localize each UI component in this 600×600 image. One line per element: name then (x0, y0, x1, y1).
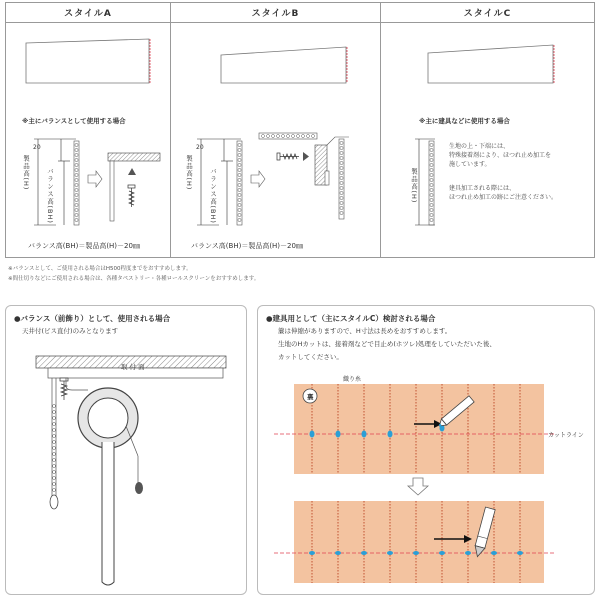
style-comparison-panel (5, 2, 595, 258)
style-b-title: スタイルB (171, 3, 380, 23)
style-c-panel-drawing (423, 25, 563, 85)
style-b-height-label: 製品高(H) (185, 155, 193, 191)
style-a-dim-20: 20 (33, 144, 41, 151)
valance-card-title: ●バランス（前飾り）として、使用される場合 (14, 314, 171, 323)
style-b-panel-drawing (216, 25, 356, 85)
valance-mount-illustration (26, 346, 226, 586)
style-b-formula: バランス高(BH)＝製品高(H)－20㎜ (191, 242, 303, 250)
valance-card-subtitle: 天井付(ビス直付)のみとなります (22, 327, 119, 335)
mount-surface-label: 取 付 面 (121, 363, 145, 371)
fabric-cut-illustration-bottom (294, 501, 544, 583)
footnote-2: ※間仕切りなどにご使用される場合は、各種タペストリー・各種ロールスクリーンをおすすめします。 (8, 276, 260, 282)
style-c-note-2: 特殊接着剤により、ほつれ止め加工を (449, 152, 552, 159)
footnote-1: ※バランスとして、ご使用される場合はH500程度までをおすすめします。 (8, 266, 192, 272)
cut-line-label: カットライン (548, 432, 584, 439)
style-a-height-label: 製品高(H) (22, 155, 30, 191)
style-c-note-3: 施しています。 (449, 161, 491, 168)
style-c-note-1: 生地の上・下端には、 (449, 143, 510, 150)
style-c-note-5: ほつれ止め加工の跡にご注意ください。 (449, 194, 558, 201)
style-a-panel-drawing (21, 25, 156, 85)
fitting-card (257, 305, 595, 595)
style-a-formula: バランス高(BH)＝製品高(H)－20㎜ (28, 242, 140, 250)
fitting-card-title: ●建具用として（主にスタイルC）検討される場合 (266, 314, 436, 323)
fabric-cut-illustration-top (294, 384, 544, 474)
style-a-valance-label: バランス高(BH) (46, 168, 54, 224)
fitting-card-line-3: カットしてください。 (278, 353, 343, 361)
style-c-column (381, 3, 594, 257)
fitting-card-line-1: 簾は伸縮がありますので、H寸法は長めをおすすめします。 (278, 327, 452, 335)
back-side-badge: 裏 (307, 393, 314, 401)
style-c-height-label: 製品高(H) (410, 168, 418, 204)
style-b-column (171, 3, 381, 257)
style-a-heading: ※主にバランスとして使用する場合 (22, 117, 126, 125)
style-b-dim-20: 20 (196, 144, 204, 151)
valance-card (5, 305, 247, 595)
style-a-title: スタイルA (6, 3, 170, 23)
style-b-valance-label: バランス高(BH) (209, 168, 217, 224)
thread-label: 織り糸 (343, 376, 362, 383)
fitting-card-line-2: 生地のHカットは、接着剤などで目止め(ホツレ)処理をしていただいた後、 (278, 340, 496, 348)
style-c-heading: ※主に建具などに使用する場合 (419, 117, 510, 125)
style-c-note-4: 建具加工される際には、 (449, 185, 516, 192)
style-a-column (6, 3, 171, 257)
style-c-title: スタイルC (381, 3, 594, 23)
down-arrow-icon (406, 478, 430, 496)
